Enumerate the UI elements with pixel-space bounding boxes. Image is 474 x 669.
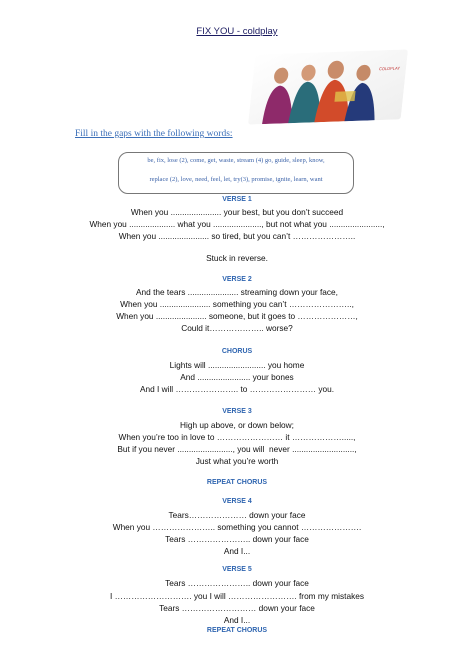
lyric-line: And ....................... your bones — [180, 372, 294, 382]
lyric-line: When you ...................... your best, but you don’t succeed — [130, 207, 344, 217]
section-heading: VERSE 2 — [222, 276, 252, 283]
photo-label: COLDPLAY — [378, 65, 401, 72]
lyric-line: When you ...................... something you can’t ………………….., — [120, 299, 354, 309]
lyric-line: But if you never ........................, you will never ..........................., — [117, 444, 357, 454]
word-bank-box — [118, 152, 354, 194]
word-bank-line-2: replace (2), love, need, feel, let, try(3), promise, ignite, learn, want — [149, 176, 323, 183]
section-heading: VERSE 1 — [222, 196, 252, 203]
page-title: FIX YOU - coldplay — [196, 26, 278, 37]
lyric-line: High up above, or down below; — [180, 420, 294, 430]
lyric-line: And I will ………………….. to …………………… you. — [139, 384, 335, 394]
lyric-line: Tears ………………….. down your face — [165, 534, 309, 544]
section-heading: VERSE 4 — [222, 498, 252, 505]
section-heading: VERSE 5 — [222, 566, 252, 573]
lyric-line: Stuck in reverse. — [206, 253, 268, 263]
lyric-line: Could it……………….. worse? — [181, 323, 293, 333]
lyric-line: I ………………………. you I will ……………………. from my mistakes — [110, 591, 364, 601]
lyric-line: When you ...................... so tired, but you can’t ………………….. — [118, 231, 356, 241]
lyric-line: When you ...................... someone, but it goes to …………………, — [116, 311, 358, 321]
section-heading: REPEAT CHORUS — [206, 479, 268, 486]
word-bank-line-1: be, fix, lose (2), come, get, waste, stream (4) go, guide, sleep, know, — [147, 157, 325, 164]
lyric-line: And I... — [223, 546, 251, 556]
section-heading: CHORUS — [221, 348, 253, 355]
lyric-line: Lights will ......................... you home — [169, 360, 305, 370]
lyric-line: When you .................... what you ....................., but not what you ......................., — [89, 219, 385, 229]
lyric-line: Just what you’re worth — [195, 456, 279, 466]
band-photo — [248, 49, 408, 124]
lyric-line: Tears ………………….. down your face — [165, 578, 309, 588]
instruction-text: Fill in the gaps with the following words: — [75, 129, 233, 139]
section-heading: REPEAT CHORUS — [206, 627, 268, 634]
lyric-line: And the tears ...................... streaming down your face, — [136, 287, 338, 297]
lyric-line: When you ………………….. something you cannot …………………. — [112, 522, 362, 532]
lyric-line: When you’re too in love to …………………… it ………………....., — [118, 432, 356, 442]
lyric-line: Tears ……………………… down your face — [159, 603, 315, 613]
lyric-line: And I... — [223, 615, 251, 625]
section-heading: VERSE 3 — [222, 408, 252, 415]
lyric-line: Tears………………… down your face — [168, 510, 306, 520]
